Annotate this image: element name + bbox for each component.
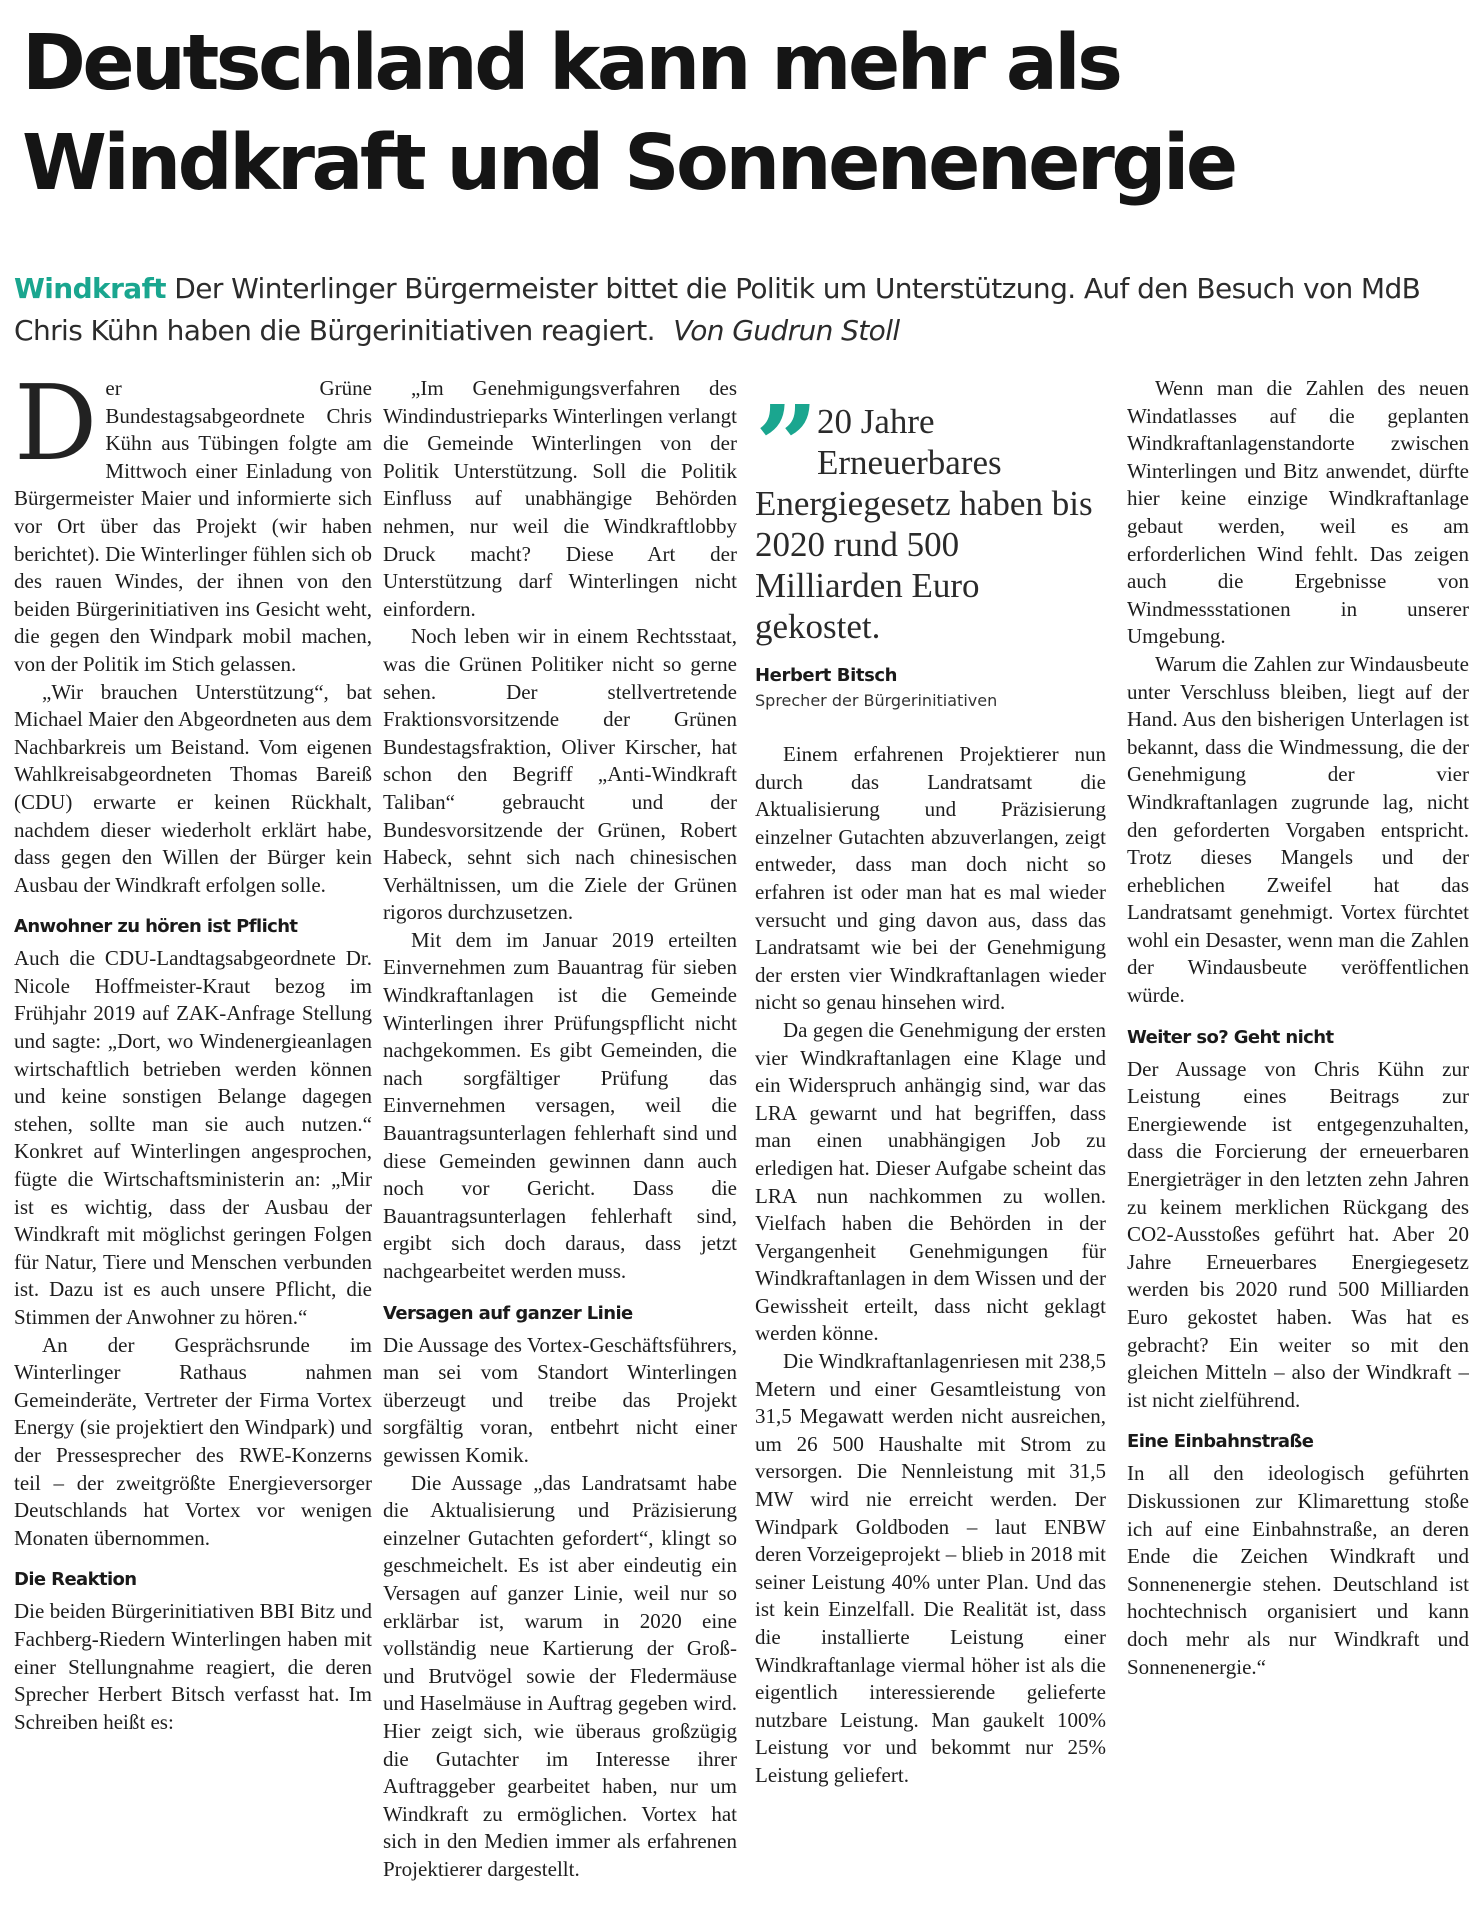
paragraph: „Wir brauchen Unterstützung“, bat Michael Maier den Abgeordneten aus dem Nachbarkreis um Beistand. Vom eigenen Wahlkreisabgeordneten Thomas Bareiß (CDU) erwarte er keinen Rückhalt, nachdem dieser wiederholt erklärt habe, dass gegen den Willen der Bürger kein Ausbau der Windkraft erfolgen solle. (14, 679, 372, 897)
pull-quote-role: Sprecher der Bürgerinitiativen (755, 691, 998, 710)
teaser (14, 268, 1464, 352)
paragraph: Die Windkraftanlagenriesen mit 238,5 Metern und einer Gesamtleistung von 31,5 Megawatt werden nicht ausreichen, um 26 500 Haushalte mit Strom zu versorgen. Die Nennleistung mit 31,5 MW wird nie erreicht werden. Der Windpark Goldboden – laut ENBW deren Vorzeigeprojekt – blieb in 2018 mit seiner Leistung 40% unter Plan. Und das ist kein Einzelfall. Die Realität ist, dass die installierte Leistung einer Windkraftanlage viermal höher ist als die eigentlich interessierende gelieferte nutzbare Leistung. Man gaukelt 100% Leistung vor und bekommt nur 25% Leistung geliefert. (755, 1349, 1106, 1787)
kicker: Windkraft (14, 272, 166, 305)
column-3 (755, 375, 1106, 1915)
paragraph: An der Gesprächsrunde im Winterlinger Rathaus nahmen Gemeinderäte, Vertreter der Firma Vortex Energy (sie projektiert den Windpark) und der Pressesprecher des RWE-Konzerns teil – der zweitgrößte Energieversorger Deutschlands hat Vortex vor wenigen Monaten übernommen. (14, 1332, 372, 1550)
intro-text: er Grüne Bundestagsabgeordnete Chris Kühn aus Tübingen folgte am Mittwoch einer Einladung von Bürgermeister Maier und informierte sich vor Ort über das Projekt (wir haben berichtet). Die Winterlinger fühlen sich ob des rauen Windes, der ihnen von den beiden Bürgerinitiativen ins Gesicht weht, die gegen den Windpark mobil machen, von der Politik im Stich gelassen. (14, 376, 372, 676)
paragraph: Der Aussage von Chris Kühn zur Leistung eines Beitrags zur Energiewende ist entgegenzuhalten, dass die Forcierung der erneuerbaren Energieträger in den letzten zehn Jahren zu keinem merklichen Rückgang des CO2-Ausstoßes geführt hat. Aber 20 Jahre Erneuerbares Energiegesetz werden bis 2020 rund 500 Milliarden Euro gekostet haben. Was hat es gebracht? Ein weiter so mit den gleichen Mitteln – also der Windkraft – ist nicht zielführend. (1127, 1056, 1469, 1412)
pull-quote-text: 20 Jahre Erneuerbares Energiegesetz haben bis 2020 rund 500 Milliarden Euro gekostet. (755, 402, 1093, 646)
paragraph: Die Aussage des Vortex-Geschäftsführers, man sei vom Standort Winterlingen überzeugt und treibe das Projekt sorgfältig voran, entbehrt nicht einer gewissen Komik. (383, 1332, 737, 1467)
dropcap: D (14, 375, 98, 484)
subheading: Eine Einbahnstraße (1127, 1431, 1314, 1453)
pull-quote-name: Herbert Bitsch (755, 665, 898, 686)
paragraph: Warum die Zahlen zur Windausbeute unter Verschluss bleiben, liegt auf der Hand. Aus den bisherigen Unterlagen ist bekannt, dass die Windmessung, die der Genehmigung der vier Windkraftanlagen zugrunde lag, nicht den geforderten Vorgaben entspricht. Trotz dieses Mangels und der erheblichen Zweifel hat das Landratsamt genehmigt. Vortex fürchtet wohl ein Desaster, wenn man die Zahlen der Windausbeute veröffentlichen würde. (1127, 651, 1469, 1008)
column-2 (383, 375, 737, 1915)
subheading: Weiter so? Geht nicht (1127, 1026, 1334, 1048)
column-4 (1127, 375, 1469, 1915)
column-1 (14, 375, 372, 1915)
subheading: Versagen auf ganzer Linie (383, 1302, 633, 1324)
paragraph: In all den ideologisch geführten Diskussionen zur Klimarettung stoße ich auf eine Einbahnstraße, an deren Ende die Zeichen Windkraft und Sonnenenergie stehen. Deutschland ist hochtechnisch organisiert und kann doch mehr als nur Windkraft und Sonnenenergie.“ (1127, 1461, 1469, 1679)
quote-mark-icon: ” (755, 381, 819, 510)
subheading: Die Reaktion (14, 1569, 137, 1591)
author-byline: Von Gudrun Stoll (673, 314, 900, 347)
pull-quote (755, 381, 1106, 713)
paragraph: Einem erfahrenen Projektierer nun durch das Landratsamt die Aktualisierung und Präzisierung einzelner Gutachten abzuverlangen, zeigt entweder, dass man doch nicht so erfahren ist oder man hat es mal wieder versucht und ging davon aus, dass das Landratsamt wie bei der Genehmigung der ersten vier Windkraftanlagen wieder nicht so genau hinsehen wird. (755, 742, 1106, 1015)
paragraph: Auch die CDU-Landtagsabgeordnete Dr. Nicole Hoffmeister-Kraut bezog im Frühjahr 2019 auf ZAK-Anfrage Stellung und sagte: „Dort, wo Windenergieanlagen wirtschaftlich betrieben werden können und keine sonstigen Belange dagegen stehen, sollte man sie auch nutzen.“ Konkret auf Winterlingen angesprochen, fügte die Wirtschaftsministerin an: „Mir ist es wichtig, dass der Ausbau der Windkraft mit möglichst geringen Folgen für Natur, Tiere und Menschen verbunden ist. Dazu ist es auch unsere Pflicht, die Stimmen der Anwohner zu hören.“ (14, 946, 372, 1329)
paragraph: Mit dem im Januar 2019 erteilten Einvernehmen zum Bauantrag für sieben Windkraftanlagen ist die Gemeinde Winterlingen ihrer Prüfungspflicht nicht nachgekommen. Es gibt Gemeinden, die nach sorgfältiger Prüfung das Einvernehmen versagen, weil die Bauantragsunterlagen fehlerhaft sind und diese Gemeinden gewinnen dann auch noch vor Gericht. Dass die Bauantragsunterlagen fehlerhaft sind, ergibt sich doch daraus, dass jetzt nachgearbeitet werden muss. (383, 927, 737, 1283)
subheading: Anwohner zu hören ist Pflicht (14, 916, 298, 938)
paragraph: Die Aussage „das Landratsamt habe die Aktualisierung und Präzisierung einzelner Gutachten gefordert“, klingt so geschmeichelt. Es ist aber eindeutig ein Versagen auf ganzer Linie, weil nur so erklärbar ist, warum in 2020 eine vollständig neue Kartierung der Groß- und Brutvögel sowie der Fledermäuse und Haselmäuse in Auftrag gegeben wird. Hier zeigt sich, wie überaus großzügig die Gutachter im Interesse ihrer Auftraggeber gearbeitet haben, nur um Windkraft zu ermöglichen. Vortex hat sich in den Medien immer als erfahrenen Projektierer dargestellt. (383, 1470, 737, 1881)
paragraph: „Im Genehmigungsverfahren des Windindustrieparks Winterlingen verlangt die Gemeinde Winterlingen von der Politik Unterstützung. Soll die Politik Einfluss auf unabhängige Behörden nehmen, nur weil die Windkraftlobby Druck macht? Diese Art der Unterstützung darf Winterlingen nicht einfordern. (383, 376, 737, 621)
paragraph: Die beiden Bürgerinitiativen BBI Bitz und Fachberg-Riedern Winterlingen haben mit einer Stellungnahme reagiert, die deren Sprecher Herbert Bitsch verfasst hat. Im Schreiben heißt es: (14, 1599, 372, 1734)
teaser-text: Der Winterlinger Bürgermeister bittet die Politik um Unterstützung. Auf den Besuch von MdB Chris Kühn haben die Bürgerinitiativen reagiert. (14, 272, 1421, 347)
paragraph: Wenn man die Zahlen des neuen Windatlasses auf die geplanten Windkraftanlagenstandorte zwischen Winterlingen und Bitz anwendet, dürfte hier keine einzige Windkraftanlage gebaut werden, weil es am erforderlichen Wind fehlt. Das zeigen auch die Ergebnisse von Windmessstationen in unserer Umgebung. (1127, 376, 1469, 649)
headline: Deutschland kann mehr als Windkraft und Sonnenenergie (22, 19, 1235, 208)
intro-paragraph (14, 375, 372, 679)
paragraph: Da gegen die Genehmigung der ersten vier Windkraftanlagen eine Klage und ein Widerspruch anhängig sind, war das LRA gewarnt und hat begriffen, dass man einen unabhängigen Job zu erledigen hat. Dieser Aufgabe scheint das LRA nun nachkommen zu wollen. Vielfach haben die Behörden in der Vergangenheit Genehmigungen für Windkraftanlagen in dem Wissen und der Gewissheit erteilt, dass nicht geklagt werden könne. (755, 1017, 1106, 1346)
paragraph: Noch leben wir in einem Rechtsstaat, was die Grünen Politiker nicht so gerne sehen. Der stellvertretende Fraktionsvorsitzende der Grünen Bundestagsfraktion, Oliver Kirscher, hat schon den Begriff „Anti-Windkraft Taliban“ gebraucht und der Bundesvorsitzende der Grünen, Robert Habeck, sehnt sich nach chinesischen Verhältnissen, um die Ziele der Grünen rigoros durchzusetzen. (383, 624, 737, 925)
